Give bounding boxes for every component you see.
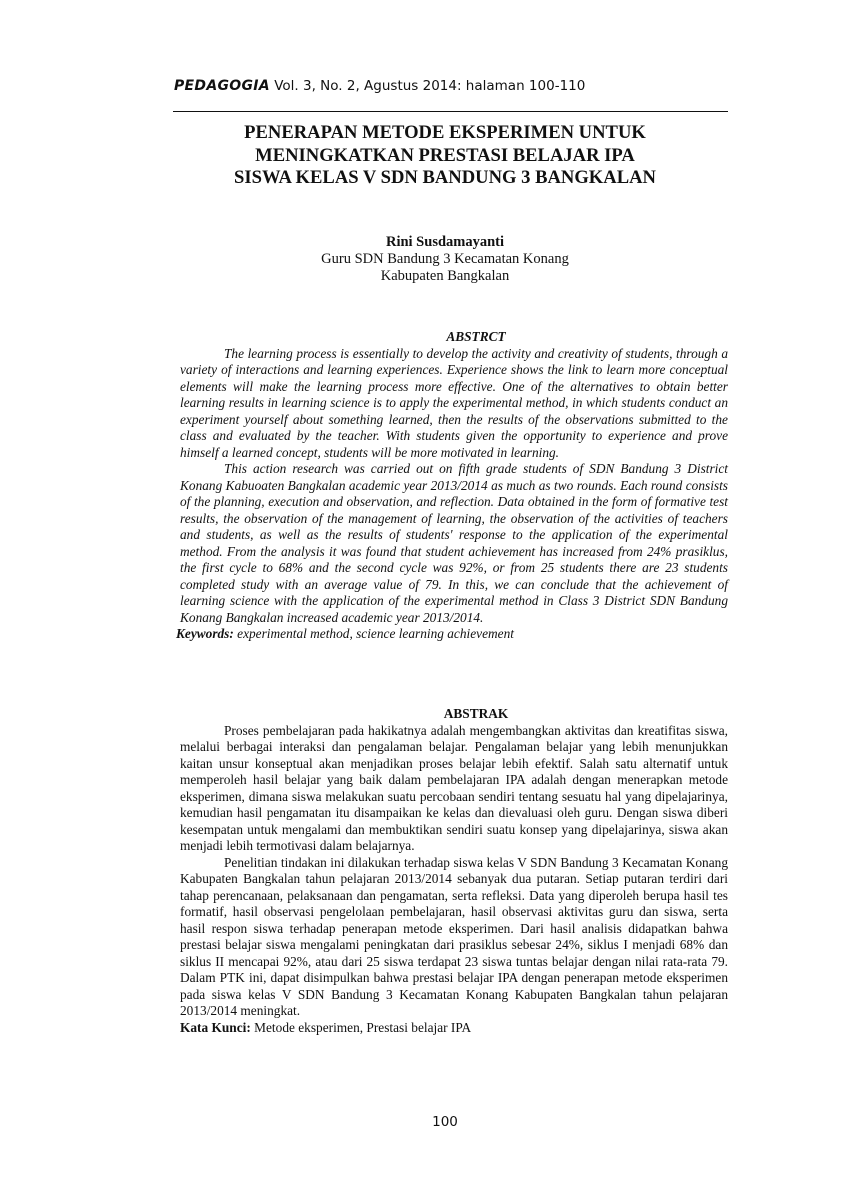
author-name: Rini Susdamayanti [385,234,505,250]
header-rule [173,111,728,112]
title-line: MENINGKATKAN PRESTASI BELAJAR IPA [255,144,635,166]
keywords-label: Keywords: [176,626,234,641]
title-line: SISWA KELAS V SDN BANDUNG 3 BANGKALAN [234,167,656,188]
author-block [180,234,710,285]
kata-kunci-text: Metode eksperimen, Prestasi belajar IPA [250,1019,472,1035]
abstract-heading: ABSTRCT [446,329,506,344]
journal-citation: Vol. 3, No. 2, Agustus 2014: halaman 100-110 [274,78,586,94]
kata-kunci [180,1020,728,1037]
abstract-indonesian [180,706,728,1036]
running-header [174,78,585,94]
keywords [176,626,728,643]
abstrak-paragraph: Penelitian tindakan ini dilakukan terhadap siswa kelas V SDN Bandung 3 Kecamatan Konang Kabupaten Bangkalan tahun pelajaran 2013/2014 sebanyak dua putaran. Setiap putaran terdiri dari tahap perencanaan, pelaksanaan dan pengamatan, serta refleksi. Data yang diperoleh berupa hasil tes formatif, hasil observasi pengelolaan pembelajaran, hasil observasi aktivitas guru dan siswa, serta hasil respon siswa terhadap penerapan metode eksperimen. Dari hasil analisis didapatkan bahwa prestasi belajar siswa mengalami peningkatan dari prasiklus sebesar 24%, siklus I menjadi 68% dan siklus II mencapai 92%, atau dari 25 siswa terdapat 23 siswa tuntas belajar dengan nilai rata-rata 79. Dalam PTK ini, dapat disimpulkan bahwa prestasi belajar IPA dengan penerapan metode eksperimen pada siswa kelas V SDN Bandung 3 Kecamatan Konang Kabupaten Bangkalan tahun pelajaran 2013/2014 meningkat. [180,854,728,1018]
kata-kunci-label: Kata Kunci: [180,1019,251,1035]
abstrak-paragraph: Proses pembelajaran pada hakikatnya adalah mengembangkan aktivitas dan kreatifitas siswa, melalui berbagai interaksi dan pengalaman belajar. Pengalaman belajar yang lebih menunjukkan kaitan unsur konseptual akan menjadikan proses belajar lebih efektif. Salah satu alternatif untuk memperoleh hasil belajar yang baik dalam pembelajaran IPA adalah dengan menerapkan metode eksperimen, dimana siswa melakukan suatu percobaan sendiri tentang sesuatu hal yang dipelajarinya, kemudian hasil pengamatan itu disampaikan ke kelas dan dievaluasi oleh guru. Dengan siswa diberi kesempatan untuk mengalami dan membuktikan sendiri suatu konsep yang dipelajarinya, siswa akan menjadi lebih termotivasi dalam belajarnya. [180,722,728,853]
keywords-text: experimental method, science learning achievement [233,626,514,641]
abstrak-heading: ABSTRAK [443,706,509,721]
abstract-english [176,329,728,643]
paper-title [180,122,710,190]
abstract-paragraph: This action research was carried out on fifth grade students of SDN Bandung 3 District Konang Kabuoaten Bangkalan academic year 2013/2014 as much as two rounds. Each round consists of the planning, execution and observation, and reflection. Data obtained in the form of formative test results, the observation of the management of learning, the observation of the activities of teachers and students, as well as the results of students' response to the application of the experimental method. From the analysis it was found that student achievement has increased from 24% prasiklus, the first cycle to 68% and the second cycle was 92%, or from 25 students there are 23 students completed study with an average value of 79. In this, we can conclude that the achievement of learning science with the application of the experimental method in Class 3 District SDN Bandung Konang Bangkalan increased academic year 2013/2014. [180,461,728,625]
author-affiliation: Guru SDN Bandung 3 Kecamatan Konang [321,251,569,267]
author-location: Kabupaten Bangkalan [380,268,510,284]
page-number: 100 [432,1114,458,1130]
journal-name: PEDAGOGIA [174,78,270,94]
title-line: PENERAPAN METODE EKSPERIMEN UNTUK [244,122,646,143]
abstract-paragraph: The learning process is essentially to develop the activity and creativity of students, through a variety of interactions and learning experiences. Experience shows the link to learn more conceptual elements will make the learning process more effective. One of the alternatives to obtain better learning results in learning science is to apply the experimental method, in which students conduct an experiment yourself about something learned, then the results of the observations submitted to the class and evaluated by the teacher. With students given the opportunity to experience and prove himself a learned concept, students will be more motivated in learning. [180,345,728,460]
